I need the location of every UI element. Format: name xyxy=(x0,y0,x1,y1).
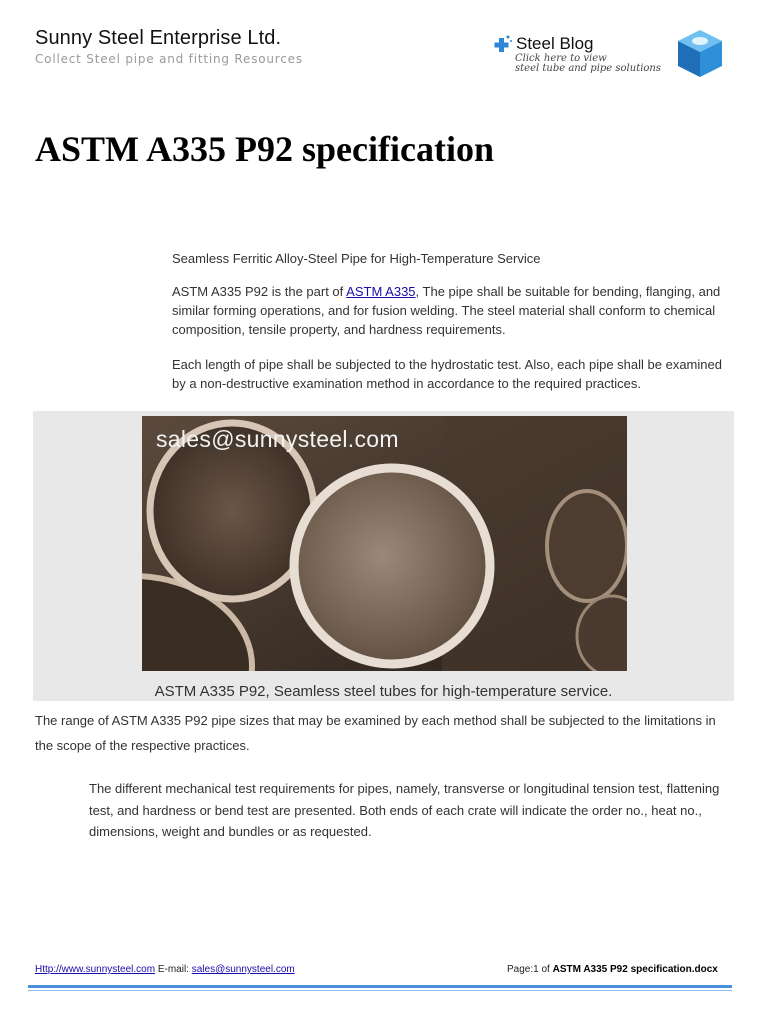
footer-page-info xyxy=(507,964,718,975)
footer-email-label: E-mail: xyxy=(157,964,189,975)
company-tagline: Collect Steel pipe and fitting Resources xyxy=(35,52,303,66)
astm-a335-link[interactable]: ASTM A335 xyxy=(346,284,416,299)
figure-panel xyxy=(33,411,734,701)
email-watermark: sales@sunnysteel.com xyxy=(156,426,399,452)
page-title: ASTM A335 P92 specification xyxy=(35,129,494,169)
footer-website-link[interactable]: Http://www.sunnysteel.com xyxy=(35,964,156,975)
steel-blog-banner[interactable] xyxy=(490,25,730,81)
size-range-paragraph: The range of ASTM A335 P92 pipe sizes that may be examined by each method shall be subjected to the limitations in the scope of the respective practices. xyxy=(35,713,716,753)
footer-rule-thin xyxy=(28,990,732,991)
intro-text-after: , The pipe shall be suitable for bending, flanging, and similar forming operations, and for fusion welding. The steel material shall conform to chemical composition, tensile property, and hardness requirements. xyxy=(172,284,721,337)
mechanical-test-paragraph: The different mechanical test requirements for pipes, namely, transverse or longitudinal tension test, flattening test, and hardness or bend test are presented. Both ends of each crate will indicate the order no., heat no., dimensions, weight and bundles or as requested. xyxy=(89,781,720,839)
plus-icon xyxy=(492,35,512,55)
footer-rule xyxy=(28,985,732,988)
blog-subtitle-line2: steel tube and pipe solutions xyxy=(515,63,662,74)
company-name: Sunny Steel Enterprise Ltd. xyxy=(35,27,282,49)
blog-title: Steel Blog xyxy=(516,34,594,53)
intro-paragraph xyxy=(172,282,736,339)
blog-subtitle-line1: Click here to view xyxy=(515,53,607,64)
hydrostatic-paragraph: Each length of pipe shall be subjected to the hydrostatic test. Also, each pipe shall be examined by a non-destructive examination method in accordance to the required practices. xyxy=(172,357,722,391)
steel-pipes-photo xyxy=(142,416,627,671)
cube-logo xyxy=(674,27,726,79)
document-subtitle: Seamless Ferritic Alloy-Steel Pipe for High-Temperature Service xyxy=(172,251,541,266)
figure-caption: ASTM A335 P92, Seamless steel tubes for high-temperature service. xyxy=(154,683,613,700)
intro-text-before: ASTM A335 P92 is the part of xyxy=(172,284,347,299)
footer-filename: ASTM A335 P92 specification.docx xyxy=(552,964,718,975)
footer-email-link[interactable]: sales@sunnysteel.com xyxy=(191,964,295,975)
footer-page-label: Page:1 of xyxy=(507,964,550,975)
footer-contact xyxy=(35,964,295,975)
